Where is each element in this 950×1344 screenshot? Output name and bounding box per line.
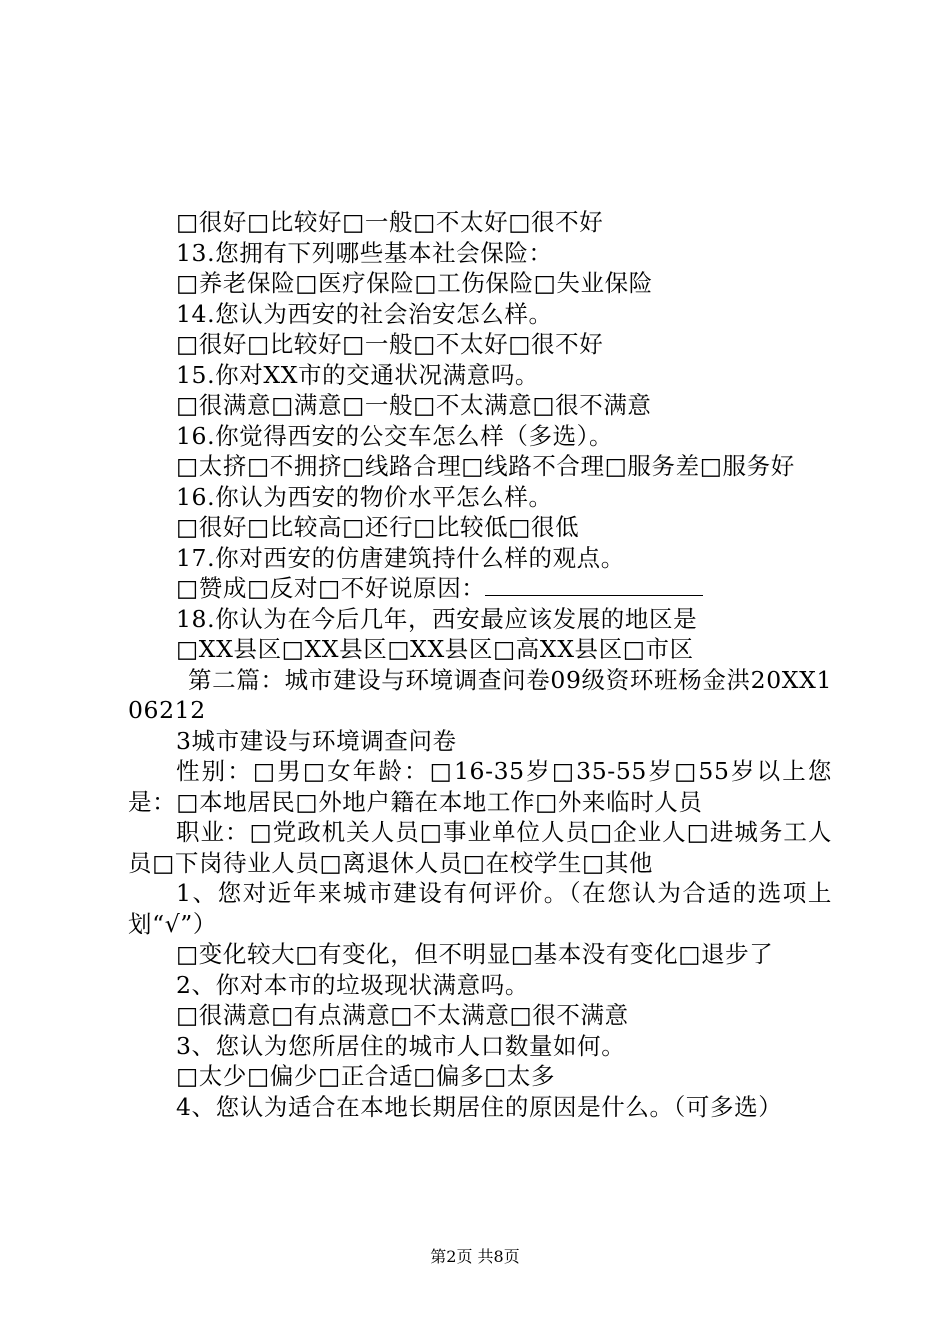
survey-title: 3城市建设与环境调查问卷 [176,726,457,755]
demographics-gender-age: 性别：□男□女年龄：□16-35岁□35-55岁□55岁以上您是：□本地居民□外地户籍在本地工作□外来临时人员 [128,757,832,816]
q17-options-text: □赞成□反对□不好说原因： [176,574,486,602]
q16-options: □太挤□不拥挤□线路合理□线路不合理□服务差□服务好 [176,452,795,480]
answer-blank [485,573,703,596]
s2-q3-options: □太少□偏少□正合适□偏多□太多 [176,1062,556,1090]
q15-options: □很满意□满意□一般□不太满意□很不满意 [176,391,652,419]
q14-question: 14.您认为西安的社会治安怎么样。 [176,299,553,328]
s2-q3-question: 3、您认为您所居住的城市人口数量如何。 [176,1031,626,1060]
q18-question: 18.你认为在今后几年，西安最应该发展的地区是 [176,604,698,633]
q12-options: □很好□比较好□一般□不太好□很不好 [176,208,604,236]
page-footer: 第2页 共8页 [430,1247,520,1266]
q16b-options: □很好□比较高□还行□比较低□很低 [176,513,580,541]
q15-question: 15.你对XX市的交通状况满意吗。 [176,360,540,389]
s2-q2-question: 2、你对本市的垃圾现状满意吗。 [176,970,529,999]
s2-q2-options: □很满意□有点满意□不太满意□很不满意 [176,1001,629,1029]
q17-options [128,573,832,604]
s2-q1-options: □变化较大□有变化，但不明显□基本没有变化□退步了 [176,940,774,968]
q14-options: □很好□比较好□一般□不太好□很不好 [176,330,604,358]
s2-q4-question: 4、您认为适合在本地长期居住的原因是什么。（可多选） [176,1092,783,1121]
q16b-question: 16.你认为西安的物价水平怎么样。 [176,482,553,511]
q13-options: □养老保险□医疗保险□工伤保险□失业保险 [176,269,653,297]
q13-question: 13.您拥有下列哪些基本社会保险： [176,238,553,267]
s2-q1-question: 1、您对近年来城市建设有何评价。（在您认为合适的选项上划“√”） [128,879,832,938]
q16-question: 16.你觉得西安的公交车怎么样（多选）。 [176,421,614,450]
document-body [128,207,832,1122]
demographics-occupation: 职业：□党政机关人员□事业单位人员□企业人□进城务工人员□下岗待业人员□离退休人员□在校学生□其他 [128,818,832,877]
q18-options: □XX县区□XX县区□XX县区□高XX县区□市区 [176,635,694,663]
section-heading: 第二篇：城市建设与环境调查问卷09级资环班杨金洪20XX106212 [128,665,832,724]
q17-question: 17.你对西安的仿唐建筑持什么样的观点。 [176,543,625,572]
